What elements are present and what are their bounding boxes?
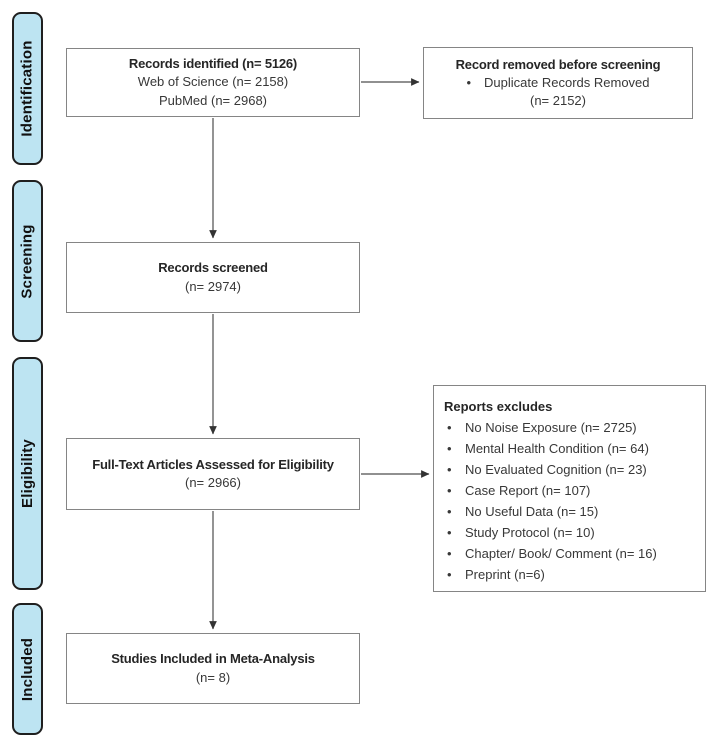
studies-included-box (66, 633, 360, 704)
exclusion-reason: • Mental Health Condition (n= 64) (444, 438, 697, 459)
records-identified-source-pubmed: PubMed (n= 2968) (158, 92, 268, 108)
records-removed-title: Record removed before screening (455, 56, 661, 72)
stage-label-identification-text: Identification (19, 40, 37, 137)
reports-excluded-box (433, 385, 706, 592)
fulltext-assessed-count: (n= 2966) (184, 475, 241, 490)
stage-label-included-text: Included (19, 637, 36, 701)
records-identified-title: Records identified (n= 5126) (128, 56, 298, 72)
records-screened-count: (n= 2974) (184, 278, 241, 294)
fulltext-assessed-title: Full-Text Articles Assessed for Eligibility (92, 456, 334, 472)
stage-label-screening-text: Screening (19, 223, 37, 299)
records-screened-box (66, 242, 360, 313)
exclusion-reason: • Preprint (n=6) (444, 564, 697, 585)
records-removed-box (423, 47, 693, 119)
exclusion-reason: • No Evaluated Cognition (n= 23) (444, 459, 697, 480)
fulltext-assessed-box (66, 438, 360, 510)
records-identified-source-web-of-science: Web of Science (n= 2158) (137, 74, 289, 90)
records-identified-box (66, 48, 360, 117)
stage-label-included (12, 603, 43, 735)
exclusion-reason: • Chapter/ Book/ Comment (n= 16) (444, 543, 697, 564)
stage-label-identification (12, 12, 43, 165)
reports-excluded-list (444, 417, 697, 585)
records-removed-count: (n= 2152) (529, 93, 586, 109)
exclusion-reason: • Study Protocol (n= 10) (444, 522, 697, 543)
stage-label-eligibility-text: Eligibility (19, 439, 36, 508)
studies-included-title: Studies Included in Meta-Analysis (111, 651, 315, 667)
reports-excluded-title: Reports excludes (444, 399, 553, 414)
studies-included-count: (n= 8) (195, 669, 231, 685)
stage-label-eligibility (12, 357, 43, 590)
records-screened-title: Records screened (158, 260, 268, 276)
records-removed-reason: • Duplicate Records Removed (466, 74, 649, 92)
exclusion-reason: • Case Report (n= 107) (444, 480, 697, 501)
exclusion-reason: • No Useful Data (n= 15) (444, 501, 697, 522)
exclusion-reason: • No Noise Exposure (n= 2725) (444, 417, 697, 438)
stage-label-screening (12, 180, 43, 342)
